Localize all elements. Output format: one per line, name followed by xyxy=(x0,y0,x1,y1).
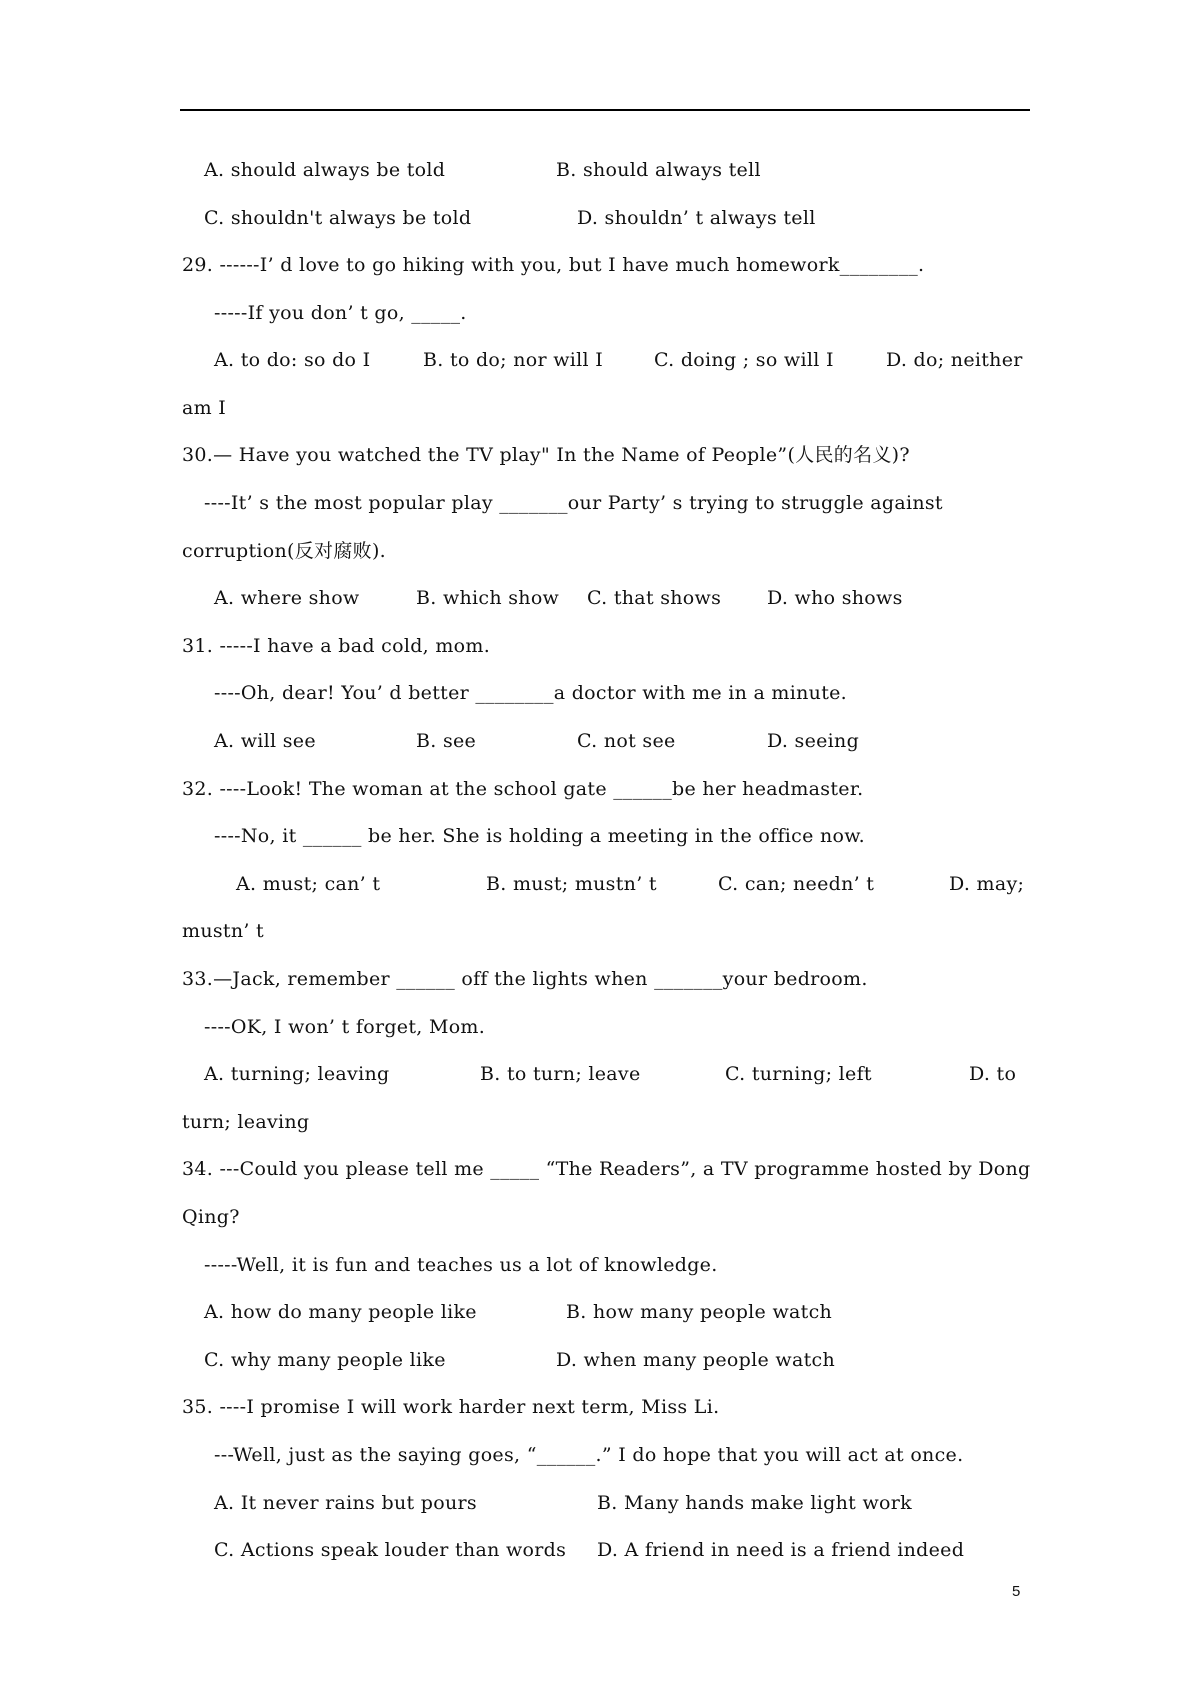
q30-reply: ----It’ s the most popular play _______our Party’ s trying to struggle against xyxy=(204,492,943,514)
q30-reply-cont: corruption(反对腐败). xyxy=(182,540,386,562)
q31-option-b: B. see xyxy=(416,730,477,752)
q32-option-d: D. may; xyxy=(949,873,1025,895)
q35-option-d: D. A friend in need is a friend indeed xyxy=(597,1539,965,1561)
q34-option-b: B. how many people watch xyxy=(566,1301,833,1323)
q31-stem: 31. -----I have a bad cold, mom. xyxy=(182,635,491,657)
q34-reply: -----Well, it is fun and teaches us a lot of knowledge. xyxy=(204,1254,718,1276)
q32-option-a: A. must; can’ t xyxy=(236,873,381,895)
q35-option-c: C. Actions speak louder than words xyxy=(214,1539,567,1561)
q33-option-d: D. to xyxy=(969,1063,1017,1085)
q33-option-b: B. to turn; leave xyxy=(480,1063,641,1085)
q28-option-d: D. shouldn’ t always tell xyxy=(577,207,816,229)
q31-reply: ----Oh, dear! You’ d better ________a doctor with me in a minute. xyxy=(214,682,848,704)
q32-stem: 32. ----Look! The woman at the school gate ______be her headmaster. xyxy=(182,778,864,800)
q34-stem-cont: Qing? xyxy=(182,1206,240,1228)
q35-reply: ---Well, just as the saying goes, “______.” I do hope that you will act at once. xyxy=(214,1444,964,1466)
q30-option-d: D. who shows xyxy=(767,587,903,609)
q35-option-b: B. Many hands make light work xyxy=(597,1492,912,1514)
q29-option-d-cont: am I xyxy=(182,397,227,419)
q32-option-d-cont: mustn’ t xyxy=(182,920,264,942)
q32-option-b: B. must; mustn’ t xyxy=(486,873,657,895)
q33-reply: ----OK, I won’ t forget, Mom. xyxy=(204,1016,486,1038)
q31-option-a: A. will see xyxy=(214,730,316,752)
q29-option-d: D. do; neither xyxy=(886,349,1023,371)
q29-option-c: C. doing ; so will I xyxy=(654,349,834,371)
q28-option-c: C. shouldn't always be told xyxy=(204,207,472,229)
q30-option-b: B. which show xyxy=(416,587,560,609)
q31-option-d: D. seeing xyxy=(767,730,860,752)
q28-option-b: B. should always tell xyxy=(556,159,761,181)
q34-option-c: C. why many people like xyxy=(204,1349,446,1371)
q28-option-a: A. should always be told xyxy=(204,159,446,181)
q32-option-c: C. can; needn’ t xyxy=(718,873,875,895)
q34-stem: 34. ---Could you please tell me _____ “The Readers”, a TV programme hosted by Dong xyxy=(182,1158,1031,1180)
q33-option-c: C. turning; left xyxy=(725,1063,872,1085)
q30-stem: 30.— Have you watched the TV play" In the Name of People”(人民的名义)? xyxy=(182,444,910,466)
q29-stem: 29. ------I’ d love to go hiking with you, but I have much homework________. xyxy=(182,254,925,276)
q30-option-a: A. where show xyxy=(214,587,360,609)
q34-option-a: A. how do many people like xyxy=(204,1301,477,1323)
q29-option-b: B. to do; nor will I xyxy=(423,349,604,371)
q33-stem: 33.—Jack, remember ______ off the lights when _______your bedroom. xyxy=(182,968,868,990)
q30-option-c: C. that shows xyxy=(587,587,722,609)
q35-stem: 35. ----I promise I will work harder next term, Miss Li. xyxy=(182,1396,720,1418)
q34-option-d: D. when many people watch xyxy=(556,1349,835,1371)
q35-option-a: A. It never rains but pours xyxy=(214,1492,477,1514)
q29-reply: -----If you don’ t go, _____. xyxy=(214,302,467,324)
page-number: 5 xyxy=(1012,1583,1021,1600)
q31-option-c: C. not see xyxy=(577,730,676,752)
q29-option-a: A. to do: so do I xyxy=(214,349,371,371)
header-rule xyxy=(180,109,1030,111)
q33-option-d-cont: turn; leaving xyxy=(182,1111,310,1133)
q33-option-a: A. turning; leaving xyxy=(204,1063,390,1085)
q32-reply: ----No, it ______ be her. She is holding a meeting in the office now. xyxy=(214,825,865,847)
